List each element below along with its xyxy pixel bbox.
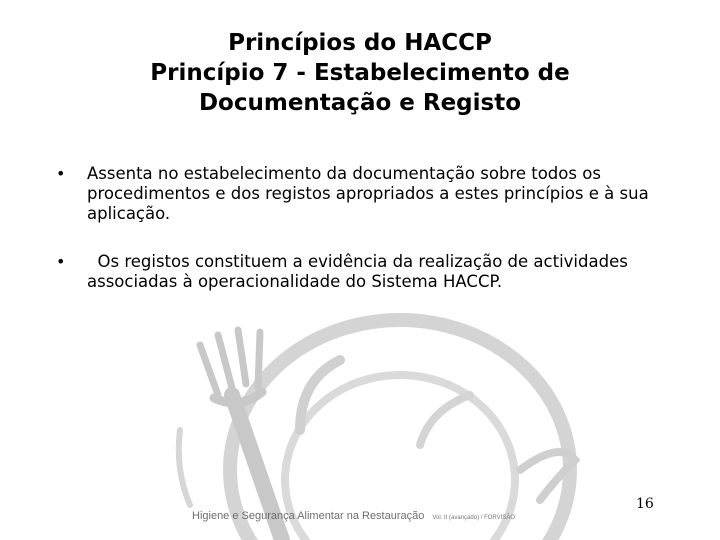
bullet-text: Os registos constituem a evidência da realização de actividades associadas à operacionalidade do Sistema HACCP. [87,252,634,291]
title-line-1: Princípios do HACCP [228,30,492,56]
plate-outer-icon [230,320,570,540]
bullet-item [56,252,686,292]
bullet-marker: • [56,164,66,183]
bullet-item [56,164,686,224]
slide-title [40,28,680,118]
footer [192,510,515,522]
footer-small-text: Vol. II (avançado) / FORVISÃO [432,515,515,521]
bullet-marker: • [56,252,66,271]
footer-main-text: Higiene e Segurança Alimentar na Restauração [192,510,425,522]
bullet-list [56,164,686,320]
bullet-text: Assenta no estabelecimento da documentação sobre todos os procedimentos e dos registos apropriados a estes princípios e à sua aplicação. [87,164,649,223]
title-line-3: Documentação e Registo [198,90,522,116]
page-number: 16 [636,496,654,512]
title-line-2: Princípio 7 - Estabelecimento de [150,60,570,86]
